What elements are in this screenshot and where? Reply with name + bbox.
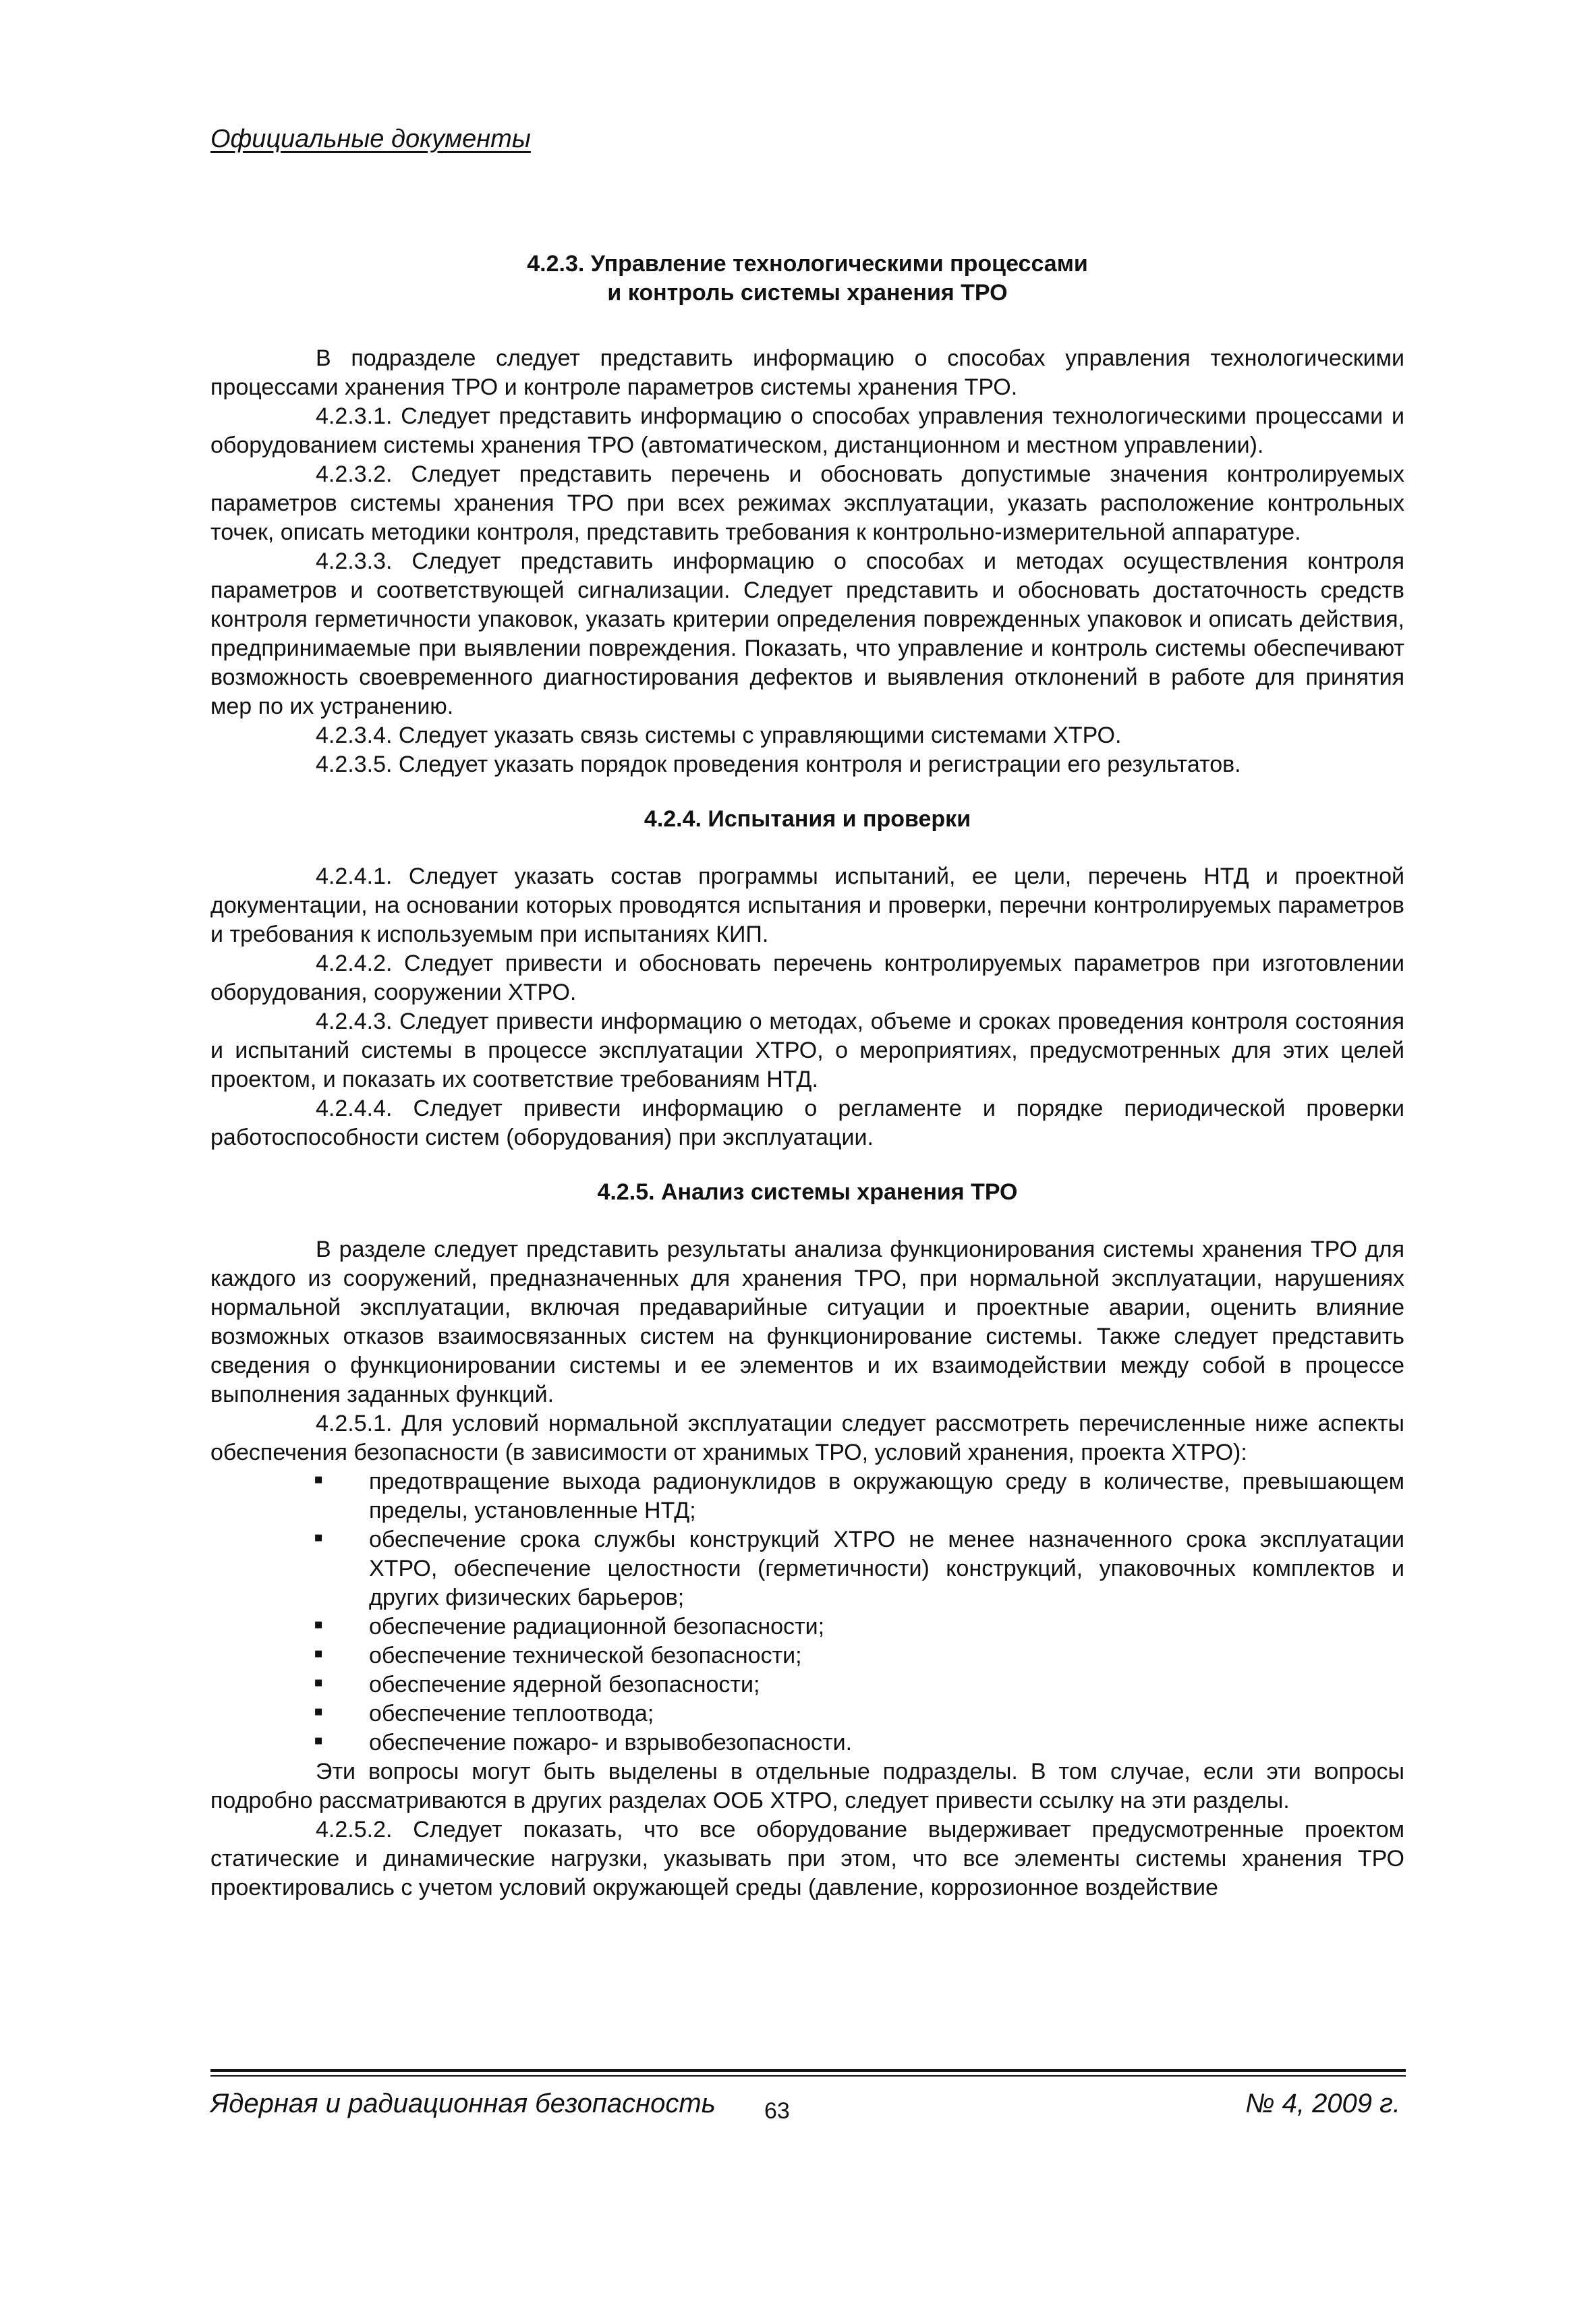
- paragraph: 4.2.4.1. Следует указать состав программы испытаний, ее цели, перечень НТД и проектной документации, на основании которых проводятся испытания и проверки, перечни контролируемых параметров и требования к используемым при испытаниях КИП.: [210, 864, 1404, 947]
- list-item: ▪ обеспечение ядерной безопасности;: [369, 1670, 1404, 1699]
- section-title-4-2-3: [210, 250, 1404, 308]
- paragraph: Эти вопросы могут быть выделены в отдельные подразделы. В том случае, если эти вопросы подробно рассматриваются в других разделах ООБ ХТРО, следует привести ссылку на эти разделы.: [210, 1759, 1404, 1813]
- section-title-4-2-5: 4.2.5. Анализ системы хранения ТРО: [597, 1179, 1018, 1205]
- safety-aspects-list: [210, 1467, 1404, 1757]
- list-item: ▪ обеспечение пожаро- и взрывобезопасности.: [369, 1728, 1404, 1757]
- document-body: [210, 250, 1404, 1902]
- section-title-line: 4.2.3. Управление технологическими процессами: [527, 251, 1088, 277]
- footer-issue: № 4, 2009 г.: [1245, 2089, 1400, 2118]
- section-title-4-2-4: 4.2.4. Испытания и проверки: [644, 806, 971, 832]
- list-item: ▪ обеспечение срока службы конструкций ХТРО не менее назначенного срока эксплуатации ХТРО, обеспечение целостности (герметичности) конструкций, упаковочных комплектов и других физических барьеров;: [369, 1525, 1404, 1612]
- paragraph: В подразделе следует представить информацию о способах управления технологическими процессами хранения ТРО и контроле параметров системы хранения ТРО.: [210, 345, 1404, 400]
- footer-rule: [210, 2069, 1406, 2072]
- page-number: 63: [764, 2098, 790, 2124]
- list-item: ▪ обеспечение теплоотвода;: [369, 1699, 1404, 1728]
- paragraph: 4.2.3.4. Следует указать связь системы с управляющими системами ХТРО.: [316, 723, 1122, 748]
- paragraph: 4.2.3.5. Следует указать порядок проведения контроля и регистрации его результатов.: [316, 752, 1241, 777]
- running-header: Официальные документы: [210, 125, 531, 153]
- paragraph: 4.2.4.3. Следует привести информацию о методах, объеме и сроках проведения контроля состояния и испытаний системы в процессе эксплуатации ХТРО, о мероприятиях, предусмотренных для этих целей проектом, и показать их соответствие требованиям НТД.: [210, 1009, 1404, 1092]
- footer-journal-title: Ядерная и радиационная безопасность: [210, 2089, 716, 2118]
- footer-rule: [210, 2075, 1406, 2077]
- paragraph: 4.2.4.4. Следует привести информацию о регламенте и порядке периодической проверки работоспособности систем (оборудования) при эксплуатации.: [210, 1096, 1404, 1150]
- list-item: ▪ предотвращение выхода радионуклидов в окружающую среду в количестве, превышающем пределы, установленные НТД;: [369, 1467, 1404, 1525]
- paragraph: В разделе следует представить результаты анализа функционирования системы хранения ТРО для каждого из сооружений, предназначенных для хранения ТРО, при нормальной эксплуатации, нарушениях нормальной эксплуатации, включая предаварийные ситуации и проектные аварии, оценить влияние возможных отказов взаимосвязанных систем на функционирование системы. Также следует представить сведения о функционировании системы и ее элементов и их взаимодействии между собой в процессе выполнения заданных функций.: [210, 1237, 1404, 1407]
- paragraph: 4.2.3.2. Следует представить перечень и обосновать допустимые значения контролируемых параметров системы хранения ТРО при всех режимах эксплуатации, указать расположение контрольных точек, описать методики контроля, представить требования к контрольно-измерительной аппаратуре.: [210, 461, 1404, 545]
- paragraph: 4.2.4.2. Следует привести и обосновать перечень контролируемых параметров при изготовлении оборудования, сооружении ХТРО.: [210, 951, 1404, 1005]
- paragraph: 4.2.3.1. Следует представить информацию о способах управления технологическими процессами и оборудованием системы хранения ТРО (автоматическом, дистанционном и местном управлении).: [210, 403, 1404, 458]
- list-item: ▪ обеспечение технической безопасности;: [369, 1641, 1404, 1670]
- paragraph: 4.2.5.2. Следует показать, что все оборудование выдерживает предусмотренные проектом статические и динамические нагрузки, указывать при этом, что все элементы системы хранения ТРО проектировались с учетом условий окружающей среды (давление, коррозионное воздействие: [210, 1817, 1404, 1900]
- list-item: ▪ обеспечение радиационной безопасности;: [369, 1612, 1404, 1641]
- paragraph: 4.2.3.3. Следует представить информацию о способах и методах осуществления контроля параметров и соответствующей сигнализации. Следует представить и обосновать достаточность средств контроля герметичности упаковок, указать критерии определения поврежденных упаковок и описать действия, предпринимаемые при выявлении повреждения. Показать, что управление и контроль системы обеспечивают возможность своевременного диагностирования дефектов и выявления отклонений в работе для принятия мер по их устранению.: [210, 548, 1404, 719]
- section-title-line: и контроль системы хранения ТРО: [607, 280, 1008, 306]
- paragraph: 4.2.5.1. Для условий нормальной эксплуатации следует рассмотреть перечисленные ниже аспекты обеспечения безопасности (в зависимости от хранимых ТРО, условий хранения, проекта ХТРО):: [210, 1411, 1404, 1465]
